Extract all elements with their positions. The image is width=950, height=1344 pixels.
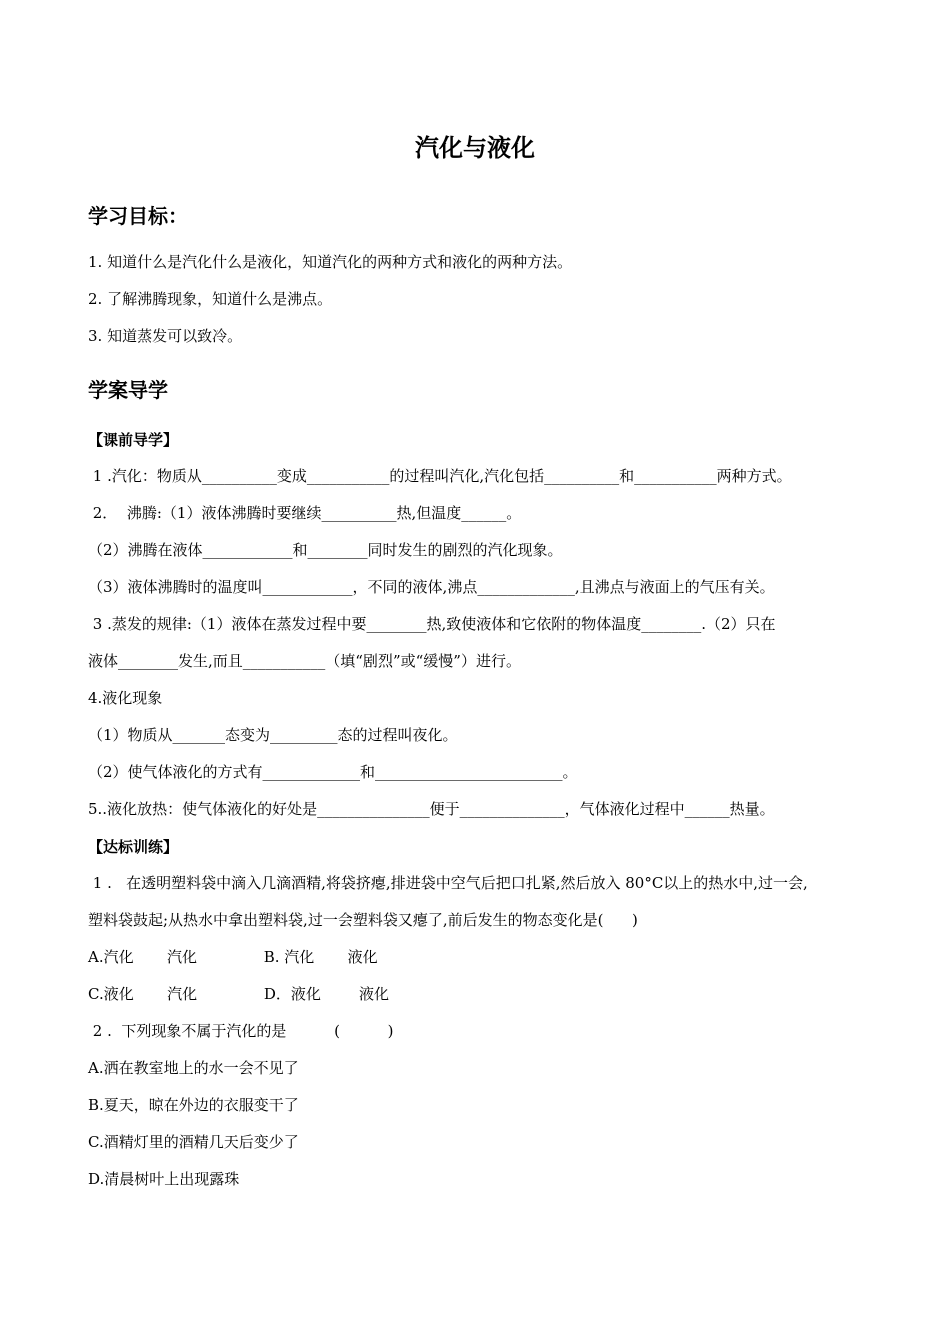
choice-line: D.清晨树叶上出现露珠 xyxy=(88,1170,240,1188)
pre-study-line: 4.液化现象 xyxy=(88,689,163,707)
training-line: 塑料袋鼓起;从热水中拿出塑料袋,过一会塑料袋又瘪了,前后发生的物态变化是( ) xyxy=(88,911,638,929)
pre-study-line: 3 .蒸发的规律:（1）液体在蒸发过程中要________热,致使液体和它依附的物体温度________.（2）只在 xyxy=(88,615,776,633)
pre-study-heading: 【课前导学】 xyxy=(88,431,179,449)
goals-heading: 学习目标： xyxy=(88,204,188,228)
choice-line: B.夏天，晾在外边的衣服变干了 xyxy=(88,1096,299,1114)
goal-item: 3. 知道蒸发可以致冷。 xyxy=(88,327,243,345)
choice-line: C.液化 汽化 D．液化 液化 xyxy=(88,985,390,1003)
choice-line: C.酒精灯里的酒精几天后变少了 xyxy=(88,1133,299,1151)
pre-study-line: （2）使气体液化的方式有_____________和_________________________。 xyxy=(88,763,578,781)
pre-study-line: 2． 沸腾:（1）液体沸腾时要继续__________热,但温度______。 xyxy=(88,504,522,522)
pre-study-line: 1 .汽化：物质从__________变成___________的过程叫汽化,汽化包括__________和___________两种方式。 xyxy=(88,467,792,485)
training-line: 1 . 在透明塑料袋中滴入几滴酒精,将袋挤瘪,排进袋中空气后把口扎紧,然后放入 80°C以上的热水中,过一会, xyxy=(88,874,808,892)
pre-study-line: 液体________发生,而且___________（填“剧烈”或“缓慢”）进行。 xyxy=(88,652,521,670)
pre-study-line: （2）沸腾在液体____________和________同时发生的剧烈的汽化现象。 xyxy=(88,541,563,559)
choice-line: A.洒在教室地上的水一会不见了 xyxy=(88,1059,299,1077)
goal-item: 1. 知道什么是汽化什么是液化，知道汽化的两种方式和液化的两种方法。 xyxy=(88,253,573,271)
training-line: 2 . 下列现象不属于汽化的是 ( ) xyxy=(88,1022,394,1040)
pre-study-line: （3）液体沸腾时的温度叫____________，不同的液体,沸点_____________,且沸点与液面上的气压有关。 xyxy=(88,578,775,596)
pre-study-line: 5..液化放热：使气体液化的好处是_______________便于______________，气体液化过程中______热量。 xyxy=(88,800,775,818)
page-title: 汽化与液化 xyxy=(415,134,535,162)
training-heading: 【达标训练】 xyxy=(88,838,179,856)
choice-line: A.汽化 汽化 B. 汽化 液化 xyxy=(88,948,378,966)
guide-heading: 学案导学 xyxy=(88,378,168,402)
goal-item: 2. 了解沸腾现象，知道什么是沸点。 xyxy=(88,290,333,308)
pre-study-line: （1）物质从_______态变为_________态的过程叫夜化。 xyxy=(88,726,458,744)
